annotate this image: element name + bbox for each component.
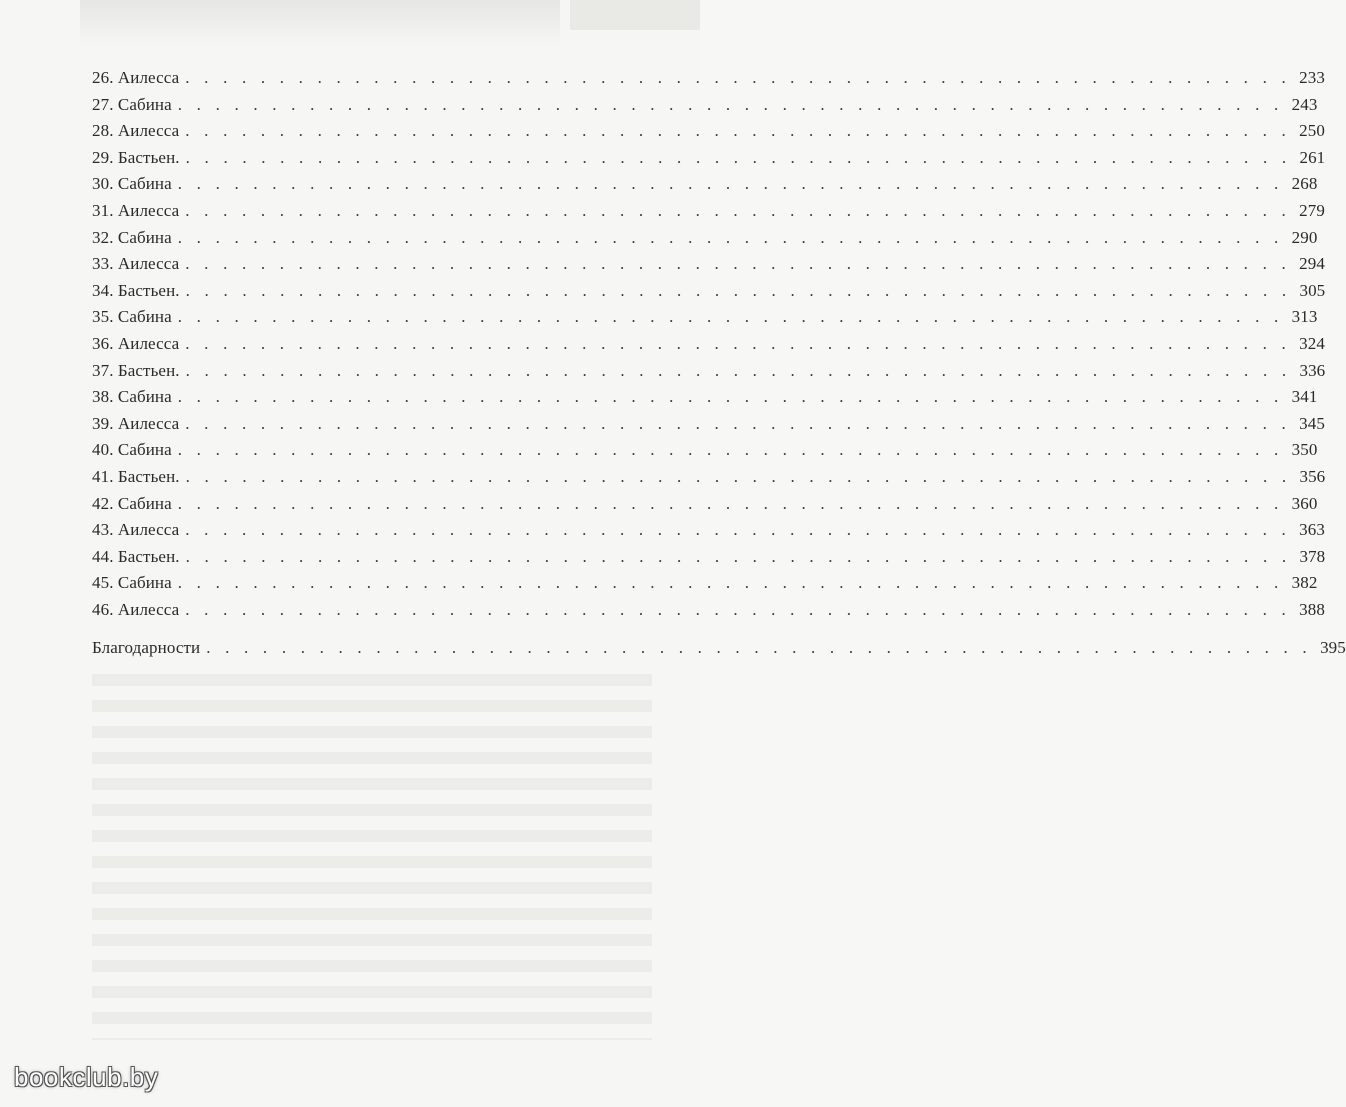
toc-leader-dots: . . . . . . . . . . . . . . . . . . . . . . . . . . . . . . . . . . . . . . . . . . . . . . . . . . . . . . . . . . . xyxy=(177,493,1284,513)
toc-entry-page-number: 305 xyxy=(1299,280,1326,300)
toc-entry-page-number: 336 xyxy=(1299,360,1326,380)
toc-entry xyxy=(92,94,1318,122)
toc-entry-page-number: 261 xyxy=(1299,147,1326,167)
toc-entry-title: 31. Аилесса xyxy=(92,201,185,221)
toc-entry-acknowledgements xyxy=(92,638,1346,665)
toc-entry xyxy=(92,413,1325,441)
toc-leader-dots: . . . . . . . . . . . . . . . . . . . . . . . . . . . . . . . . . . . . . . . . . . . . . . . . . . . . . . . . . . . xyxy=(185,68,1291,87)
toc-leader-dots: . . . . . . . . . . . . . . . . . . . . . . . . . . . . . . . . . . . . . . . . . . . . . . . . . . . . . . . . . . . xyxy=(185,121,1291,141)
toc-entry xyxy=(92,280,1326,308)
toc-entry-title: 29. Бастьен. xyxy=(92,148,186,168)
toc-leader-dots: . . . . . . . . . . . . . . . . . . . . . . . . . . . . . . . . . . . . . . . . . . . . . . . . . . . . . . . . . . . xyxy=(177,573,1284,593)
toc-leader-dots: . . . . . . . . . . . . . . . . . . . . . . . . . . . . . . . . . . . . . . . . . . . . . . . . . . . . . . . . . . . xyxy=(206,638,1312,658)
toc-entry-page-number: 243 xyxy=(1291,94,1318,114)
toc-leader-dots: . . . . . . . . . . . . . . . . . . . . . . . . . . . . . . . . . . . . . . . . . . . . . . . . . . . . . . . . . . . xyxy=(185,254,1291,274)
toc-entry-page-number: 395 xyxy=(1320,638,1346,658)
toc-entry-page-number: 363 xyxy=(1299,520,1325,540)
table-of-contents xyxy=(92,68,1346,665)
toc-entry xyxy=(92,121,1325,148)
toc-entry-title: 34. Бастьен. xyxy=(92,281,186,301)
toc-leader-dots: . . . . . . . . . . . . . . . . . . . . . . . . . . . . . . . . . . . . . . . . . . . . . . . . . . . . . . . . . . . xyxy=(177,174,1284,194)
toc-entry-page-number: 250 xyxy=(1299,121,1325,141)
toc-leader-dots: . . . . . . . . . . . . . . . . . . . . . . . . . . . . . . . . . . . . . . . . . . . . . . . . . . . . . . . . . . . xyxy=(185,466,1292,486)
toc-entry-title: 32. Сабина xyxy=(92,228,178,248)
toc-entry-title: 28. Аилесса xyxy=(92,121,185,141)
toc-entry-title: Благодарности xyxy=(92,638,206,658)
toc-entry-page-number: 268 xyxy=(1291,174,1318,194)
toc-entry-page-number: 350 xyxy=(1291,440,1318,460)
toc-entry xyxy=(92,307,1318,334)
toc-entry-title: 42. Сабина xyxy=(92,494,178,514)
toc-entry-title: 46. Аилесса xyxy=(92,600,185,620)
toc-entry xyxy=(92,200,1325,228)
toc-entry-title: 45. Сабина xyxy=(92,573,178,593)
toc-entry-page-number: 356 xyxy=(1299,466,1326,486)
toc-leader-dots: . . . . . . . . . . . . . . . . . . . . . . . . . . . . . . . . . . . . . . . . . . . . . . . . . . . . . . . . . . . xyxy=(177,227,1284,247)
toc-entry-title: 35. Сабина xyxy=(92,307,178,327)
toc-entry-title: 38. Сабина xyxy=(92,387,178,407)
site-watermark: bookclub.by xyxy=(14,1062,159,1092)
toc-leader-dots: . . . . . . . . . . . . . . . . . . . . . . . . . . . . . . . . . . . . . . . . . . . . . . . . . . . . . . . . . . . xyxy=(177,440,1284,460)
toc-leader-dots: . . . . . . . . . . . . . . . . . . . . . . . . . . . . . . . . . . . . . . . . . . . . . . . . . . . . . . . . . . . xyxy=(185,520,1291,540)
toc-entry-page-number: 382 xyxy=(1291,573,1318,593)
toc-leader-dots: . . . . . . . . . . . . . . . . . . . . . . . . . . . . . . . . . . . . . . . . . . . . . . . . . . . . . . . . . . . xyxy=(185,360,1292,380)
toc-entry-title: 33. Аилесса xyxy=(92,254,185,274)
toc-entry-page-number: 313 xyxy=(1291,307,1318,327)
toc-entry-title: 26. Аилесса xyxy=(92,68,185,88)
bleed-through-text xyxy=(80,0,560,46)
toc-entry-title: 36. Аилесса xyxy=(92,334,185,354)
toc-entry-page-number: 360 xyxy=(1291,493,1318,513)
toc-entry xyxy=(92,466,1326,494)
toc-leader-dots: . . . . . . . . . . . . . . . . . . . . . . . . . . . . . . . . . . . . . . . . . . . . . . . . . . . . . . . . . . . xyxy=(185,599,1291,619)
toc-leader-dots: . . . . . . . . . . . . . . . . . . . . . . . . . . . . . . . . . . . . . . . . . . . . . . . . . . . . . . . . . . . xyxy=(185,333,1291,353)
toc-entry xyxy=(92,573,1318,600)
bleed-through-lines xyxy=(92,660,652,1040)
toc-entry-page-number: 388 xyxy=(1299,599,1325,619)
toc-entry xyxy=(92,227,1318,255)
toc-entry-title: 39. Аилесса xyxy=(92,414,185,434)
toc-entry xyxy=(92,493,1318,521)
toc-entry-page-number: 294 xyxy=(1299,254,1325,274)
toc-leader-dots: . . . . . . . . . . . . . . . . . . . . . . . . . . . . . . . . . . . . . . . . . . . . . . . . . . . . . . . . . . . xyxy=(185,147,1292,167)
toc-entry xyxy=(92,360,1326,388)
toc-entry-title: 43. Аилесса xyxy=(92,520,185,540)
toc-entry-page-number: 345 xyxy=(1299,413,1325,433)
toc-entry xyxy=(92,68,1325,95)
toc-entry-title: 37. Бастьен. xyxy=(92,361,186,381)
toc-leader-dots: . . . . . . . . . . . . . . . . . . . . . . . . . . . . . . . . . . . . . . . . . . . . . . . . . . . . . . . . . . . xyxy=(185,546,1292,566)
toc-entry xyxy=(92,546,1326,574)
page-corner-shade xyxy=(570,0,700,30)
toc-leader-dots: . . . . . . . . . . . . . . . . . . . . . . . . . . . . . . . . . . . . . . . . . . . . . . . . . . . . . . . . . . . xyxy=(177,94,1284,114)
toc-entry-title: 27. Сабина xyxy=(92,95,178,115)
toc-entry xyxy=(92,254,1325,281)
toc-entry-page-number: 341 xyxy=(1291,387,1318,407)
toc-entry xyxy=(92,599,1325,627)
toc-entry-page-number: 324 xyxy=(1299,333,1325,353)
toc-entry-page-number: 233 xyxy=(1299,68,1325,87)
toc-entry xyxy=(92,147,1326,175)
toc-entry-page-number: 279 xyxy=(1299,200,1325,220)
toc-leader-dots: . . . . . . . . . . . . . . . . . . . . . . . . . . . . . . . . . . . . . . . . . . . . . . . . . . . . . . . . . . . xyxy=(177,387,1284,407)
toc-entry xyxy=(92,174,1318,201)
toc-entry-title: 30. Сабина xyxy=(92,174,178,194)
toc-entry-page-number: 378 xyxy=(1299,546,1326,566)
toc-leader-dots: . . . . . . . . . . . . . . . . . . . . . . . . . . . . . . . . . . . . . . . . . . . . . . . . . . . . . . . . . . . xyxy=(185,413,1291,433)
toc-leader-dots: . . . . . . . . . . . . . . . . . . . . . . . . . . . . . . . . . . . . . . . . . . . . . . . . . . . . . . . . . . . xyxy=(177,307,1284,327)
toc-entry-page-number: 290 xyxy=(1291,227,1318,247)
toc-entry-title: 41. Бастьен. xyxy=(92,467,186,487)
toc-entry xyxy=(92,520,1325,547)
toc-entry-title: 40. Сабина xyxy=(92,440,178,460)
toc-leader-dots: . . . . . . . . . . . . . . . . . . . . . . . . . . . . . . . . . . . . . . . . . . . . . . . . . . . . . . . . . . . xyxy=(185,280,1292,300)
toc-entry xyxy=(92,387,1318,414)
toc-entry xyxy=(92,440,1318,467)
toc-entry xyxy=(92,333,1325,361)
toc-entry-title: 44. Бастьен. xyxy=(92,547,186,567)
toc-leader-dots: . . . . . . . . . . . . . . . . . . . . . . . . . . . . . . . . . . . . . . . . . . . . . . . . . . . . . . . . . . . xyxy=(185,200,1291,220)
